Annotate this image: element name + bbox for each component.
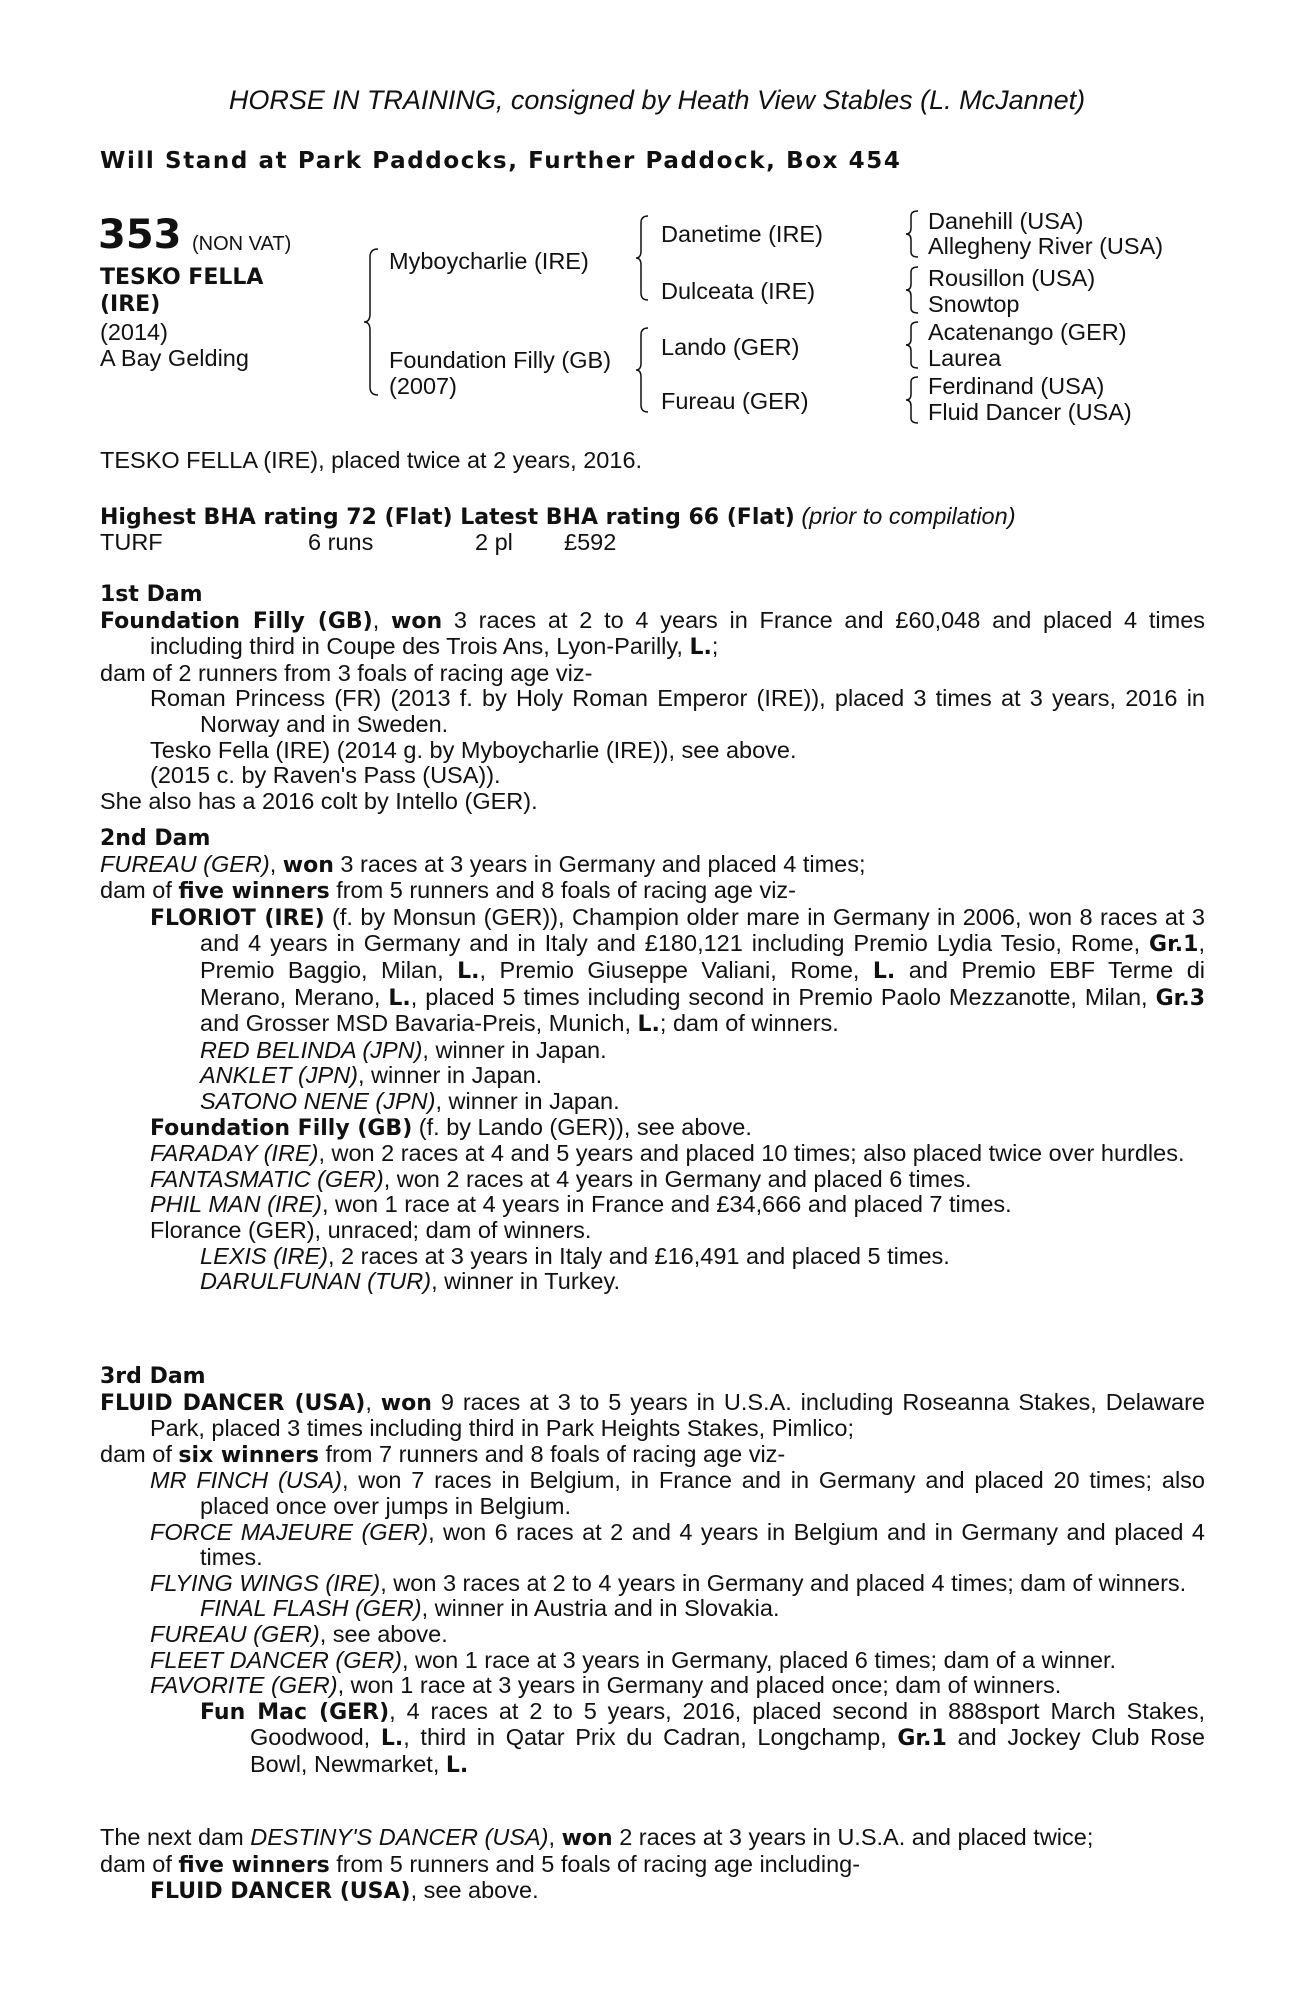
third-dam-of: dam of [100, 1440, 179, 1467]
ratings-note: (prior to compilation) [801, 503, 1016, 529]
floriot-name: FLORIOT (IRE) [150, 905, 325, 931]
produce-anklet [100, 1063, 1205, 1089]
produce-fureau [100, 1622, 1205, 1648]
flying-wings-name: FLYING WINGS (IRE) [150, 1569, 381, 1596]
third-dam-record: FLUID DANCER (USA), won 9 races at 3 to 5 years in U.S.A. including Roseanna Stakes, Delaware Park, placed 3 times including third in Park Heights Stakes, Pimlico; [100, 1388, 1205, 1442]
produce-faraday [100, 1141, 1205, 1167]
record-placed: 2 pl [475, 529, 513, 555]
produce-fluid-dancer [100, 1878, 1205, 1905]
pedigree-g3: Rousillon (USA) [928, 265, 1096, 291]
floriot-listed-1: L. [457, 958, 480, 984]
floriot-listed-2: L. [872, 958, 896, 984]
third-dam-produce [100, 1442, 1205, 1469]
third-dam-of-rest: from 7 runners and 8 foals of racing age viz- [318, 1440, 786, 1467]
produce-fantasmatic [100, 1167, 1205, 1193]
record-earnings: £592 [564, 529, 617, 555]
floriot-text-4: and Premio EBF Terme di Merano, Merano, [200, 956, 1205, 1010]
first-dam-won: won [391, 608, 443, 634]
darulfunan-text: , winner in Turkey. [431, 1268, 621, 1295]
pedigree-dam-year: (2007) [389, 373, 457, 399]
fun-mac-grade-1: Gr.1 [897, 1726, 947, 1752]
second-dam-winners: five winners [178, 879, 330, 905]
first-dam-record: Foundation Filly (GB), won 3 races at 2 to 4 years in France and £60,048 and placed 4 times including third in Coupe des Trois Ans, Lyon-Parilly, L.; [100, 606, 1206, 661]
fluid-dancer-name: FLUID DANCER (USA) [150, 1879, 411, 1905]
pedigree-brace-g12 [904, 210, 922, 258]
second-dam-won: won [282, 852, 334, 878]
horse-name-line2: (IRE) [100, 292, 161, 317]
second-dam-name: FUREAU (GER) [100, 850, 270, 877]
fluid-dancer-text: , see above. [410, 1877, 539, 1904]
force-majeure-text: , won 6 races at 2 and 4 years in Belgium and in Germany and placed 4 times. [200, 1518, 1205, 1571]
page-title: HORSE IN TRAINING, consigned by Heath View Stables (L. McJannet) [228, 85, 1086, 115]
second-dam-of-rest: from 5 runners and 8 foals of racing age viz- [329, 877, 796, 904]
ratings-text: Highest BHA rating 72 (Flat) Latest BHA rating 66 (Flat) [100, 505, 795, 530]
produce-darulfunan [100, 1269, 1205, 1295]
produce-floriot [100, 905, 1205, 1038]
next-dam-section [100, 1825, 1205, 1905]
next-dam-won: won [561, 1826, 613, 1851]
anklet-text: , winner in Japan. [358, 1062, 543, 1089]
pedigree-brace-main [362, 248, 384, 396]
floriot-listed-4: L. [637, 1012, 660, 1038]
pedigree-brace-dam [634, 327, 654, 413]
mr-finch-name: MR FINCH (USA) [150, 1467, 342, 1494]
favorite-name: FAVORITE (GER) [150, 1672, 338, 1699]
floriot-listed-3: L. [388, 985, 411, 1011]
fun-mac-name: Fun Mac (GER) [200, 1699, 390, 1725]
faraday-name: FARADAY (IRE) [150, 1140, 319, 1167]
record-surface: TURF [100, 529, 163, 555]
phil-man-text: , won 1 race at 4 years in France and £34,666 and placed 7 times. [321, 1191, 1012, 1218]
satono-nene-name: SATONO NENE (JPN) [200, 1087, 436, 1114]
fun-mac-text-1: , 4 races at 2 to 5 years, 2016, placed second in 888sport March Stakes, Goodwood, [250, 1697, 1205, 1751]
first-dam-grade: L. [689, 635, 712, 661]
faraday-text: , won 2 races at 4 and 5 years and placed 10 times; also placed twice over hurdles. [318, 1140, 1185, 1167]
pedigree-g2: Allegheny River (USA) [928, 233, 1164, 259]
pedigree-dam-sire: Lando (GER) [661, 334, 800, 360]
third-dam-text: 9 races at 3 to 5 years in U.S.A. including Roseanna Stakes, Delaware Park, placed 3 times including third in Park Heights Stakes, Pimlico; [150, 1388, 1205, 1442]
next-dam-of-rest: from 5 runners and 5 foals of racing age including- [329, 1850, 861, 1877]
pedigree-dam: Foundation Filly (GB) [389, 347, 612, 373]
produce-foundation-filly [100, 1115, 1205, 1142]
pedigree-brace-g78 [904, 376, 922, 424]
darulfunan-name: DARULFUNAN (TUR) [200, 1268, 432, 1295]
floriot-text-3: , Premio Giuseppe Valiani, Rome, [479, 956, 873, 983]
final-flash-name: FINAL FLASH (GER) [200, 1595, 422, 1622]
fun-mac-listed-2: L. [445, 1752, 469, 1778]
pedigree-g1: Danehill (USA) [928, 208, 1084, 234]
second-dam-text: 3 races at 3 years in Germany and placed 4 times; [333, 850, 866, 877]
produce-final-flash [100, 1596, 1205, 1622]
first-dam-name: Foundation Filly (GB) [100, 608, 373, 634]
next-dam-intro: The next dam [100, 1824, 251, 1850]
fun-mac-text-3: and Jockey Club Rose Bowl, Newmarket, [250, 1724, 1205, 1777]
red-belinda-name: RED BELINDA (JPN) [200, 1036, 423, 1063]
pedigree-brace-g56 [904, 321, 922, 369]
produce-2015-colt: (2015 c. by Raven's Pass (USA)). [150, 762, 501, 789]
next-dam-produce [100, 1852, 1205, 1879]
foundation-filly-text: (f. by Lando (GER)), see above. [412, 1113, 752, 1140]
record-runs: 6 runs [308, 529, 374, 555]
third-dam-winners: six winners [178, 1442, 319, 1468]
first-dam-section [100, 582, 1205, 814]
third-dam-section [100, 1364, 1205, 1779]
satono-nene-text: , winner in Japan. [435, 1087, 620, 1114]
pedigree-brace-g34 [904, 266, 922, 314]
produce-lexis [100, 1244, 1205, 1270]
produce-florance: Florance (GER), unraced; dam of winners. [150, 1216, 592, 1243]
produce-satono-nene [100, 1089, 1205, 1115]
lexis-name: LEXIS (IRE) [200, 1242, 328, 1269]
first-dam-heading: 1st Dam [100, 582, 203, 607]
foundation-filly-name: Foundation Filly (GB) [150, 1115, 413, 1141]
foaling-year: (2014) [100, 319, 168, 345]
floriot-grade-3: Gr.3 [1155, 985, 1205, 1011]
pedigree-brace-sire [634, 215, 654, 301]
third-dam-won: won [380, 1390, 432, 1416]
fleet-dancer-name: FLEET DANCER (GER) [150, 1646, 402, 1673]
vat-status: (NON VAT) [192, 233, 292, 255]
floriot-text-2: , Premio Baggio, Milan, [200, 930, 1205, 983]
floriot-text-5: , placed 5 times including second in Premio Paolo Mezzanotte, Milan, [410, 983, 1156, 1010]
pedigree-g7: Ferdinand (USA) [928, 373, 1105, 399]
favorite-text: , won 1 race at 3 years in Germany and placed once; dam of winners. [337, 1672, 1062, 1699]
first-dam-produce: dam of 2 runners from 3 foals of racing age viz- [100, 659, 593, 686]
pedigree-dam-dam: Fureau (GER) [661, 388, 809, 414]
horse-description: A Bay Gelding [100, 345, 249, 371]
pedigree-sire-sire: Danetime (IRE) [661, 221, 823, 247]
produce-2016-colt: She also has a 2016 colt by Intello (GER). [100, 787, 538, 814]
produce-force-majeure [100, 1520, 1205, 1571]
red-belinda-text: , winner in Japan. [422, 1036, 607, 1063]
fureau-name: FUREAU (GER) [150, 1620, 320, 1647]
floriot-text-7: ; dam of winners. [659, 1010, 839, 1037]
phil-man-name: PHIL MAN (IRE) [150, 1191, 322, 1218]
produce-mr-finch [100, 1468, 1205, 1519]
flying-wings-text: , won 3 races at 2 to 4 years in Germany and placed 4 times; dam of winners. [380, 1569, 1187, 1596]
fantasmatic-text: , won 2 races at 4 years in Germany and placed 6 times. [383, 1165, 972, 1192]
fantasmatic-name: FANTASMATIC (GER) [150, 1165, 384, 1192]
fleet-dancer-text: , won 1 race at 3 years in Germany, placed 6 times; dam of a winner. [402, 1646, 1117, 1673]
floriot-text-6: and Grosser MSD Bavaria-Preis, Munich, [200, 1010, 638, 1037]
final-flash-text: , winner in Austria and in Slovakia. [421, 1595, 780, 1622]
produce-roman-princess: Roman Princess (FR) (2013 f. by Holy Roman Emperor (IRE)), placed 3 times at 3 years, 2016 in Norway and in Sweden. [150, 685, 1205, 737]
anklet-name: ANKLET (JPN) [200, 1062, 358, 1089]
second-dam-heading: 2nd Dam [100, 826, 211, 851]
second-dam-of: dam of [100, 877, 179, 904]
next-dam-text: 2 races at 3 years in U.S.A. and placed twice; [612, 1824, 1094, 1850]
pedigree-g8: Fluid Dancer (USA) [928, 399, 1132, 425]
second-dam-record: FUREAU (GER), won 3 races at 3 years in Germany and placed 4 times; [100, 850, 866, 878]
produce-flying-wings [100, 1571, 1205, 1597]
produce-favorite [100, 1673, 1205, 1699]
race-summary: TESKO FELLA (IRE), placed twice at 2 years, 2016. [100, 447, 643, 473]
second-dam-section [100, 826, 1205, 1295]
produce-fun-mac [100, 1699, 1205, 1779]
lot-number: 353 [98, 212, 182, 258]
ratings-line [100, 503, 1016, 531]
first-dam-text-end: ; [711, 633, 719, 660]
fureau-text: , see above. [319, 1620, 448, 1647]
pedigree-sire: Myboycharlie (IRE) [389, 248, 589, 274]
fun-mac-listed-1: L. [380, 1726, 404, 1752]
floriot-grade-1: Gr.1 [1149, 932, 1199, 958]
second-dam-produce [100, 878, 1205, 905]
next-dam-comma: , [548, 1824, 562, 1850]
produce-tesko-fella: Tesko Fella (IRE) (2014 g. by Myboycharlie (IRE)), see above. [150, 736, 797, 763]
stand-location: Will Stand at Park Paddocks, Further Paddock, Box 454 [100, 148, 902, 174]
mr-finch-text: , won 7 races in Belgium, in France and in Germany and placed 20 times; also placed once over jumps in Belgium. [200, 1467, 1206, 1519]
floriot-text-1: (f. by Monsun (GER)), Champion older mare in Germany in 2006, won 8 races at 3 and 4 years in Germany and in Italy and £180,121 including Premio Lydia Tesio, Rome, [200, 903, 1205, 957]
horse-name-line1: TESKO FELLA [100, 265, 264, 290]
produce-fleet-dancer [100, 1648, 1205, 1674]
next-dam-record [100, 1825, 1205, 1852]
third-dam-name: FLUID DANCER (USA) [100, 1390, 366, 1416]
produce-phil-man [100, 1192, 1205, 1218]
next-dam-winners: five winners [178, 1852, 330, 1878]
third-dam-heading: 3rd Dam [100, 1364, 206, 1389]
next-dam-name: DESTINY'S DANCER (USA) [250, 1824, 549, 1850]
lexis-text: , 2 races at 3 years in Italy and £16,491 and placed 5 times. [327, 1242, 950, 1269]
pedigree-sire-dam: Dulceata (IRE) [661, 278, 816, 304]
first-dam-text: 3 races at 2 to 4 years in France and £60,048 and placed 4 times including third in Coupe des Trois Ans, Lyon-Parilly, [150, 606, 1206, 660]
pedigree-g5: Acatenango (GER) [928, 319, 1127, 345]
produce-red-belinda [100, 1038, 1205, 1064]
force-majeure-name: FORCE MAJEURE (GER) [150, 1518, 429, 1545]
pedigree-g4: Snowtop [928, 291, 1020, 317]
next-dam-of: dam of [100, 1850, 179, 1877]
fun-mac-text-2: , third in Qatar Prix du Cadran, Longchamp, [403, 1724, 898, 1751]
pedigree-g6: Laurea [928, 345, 1002, 371]
